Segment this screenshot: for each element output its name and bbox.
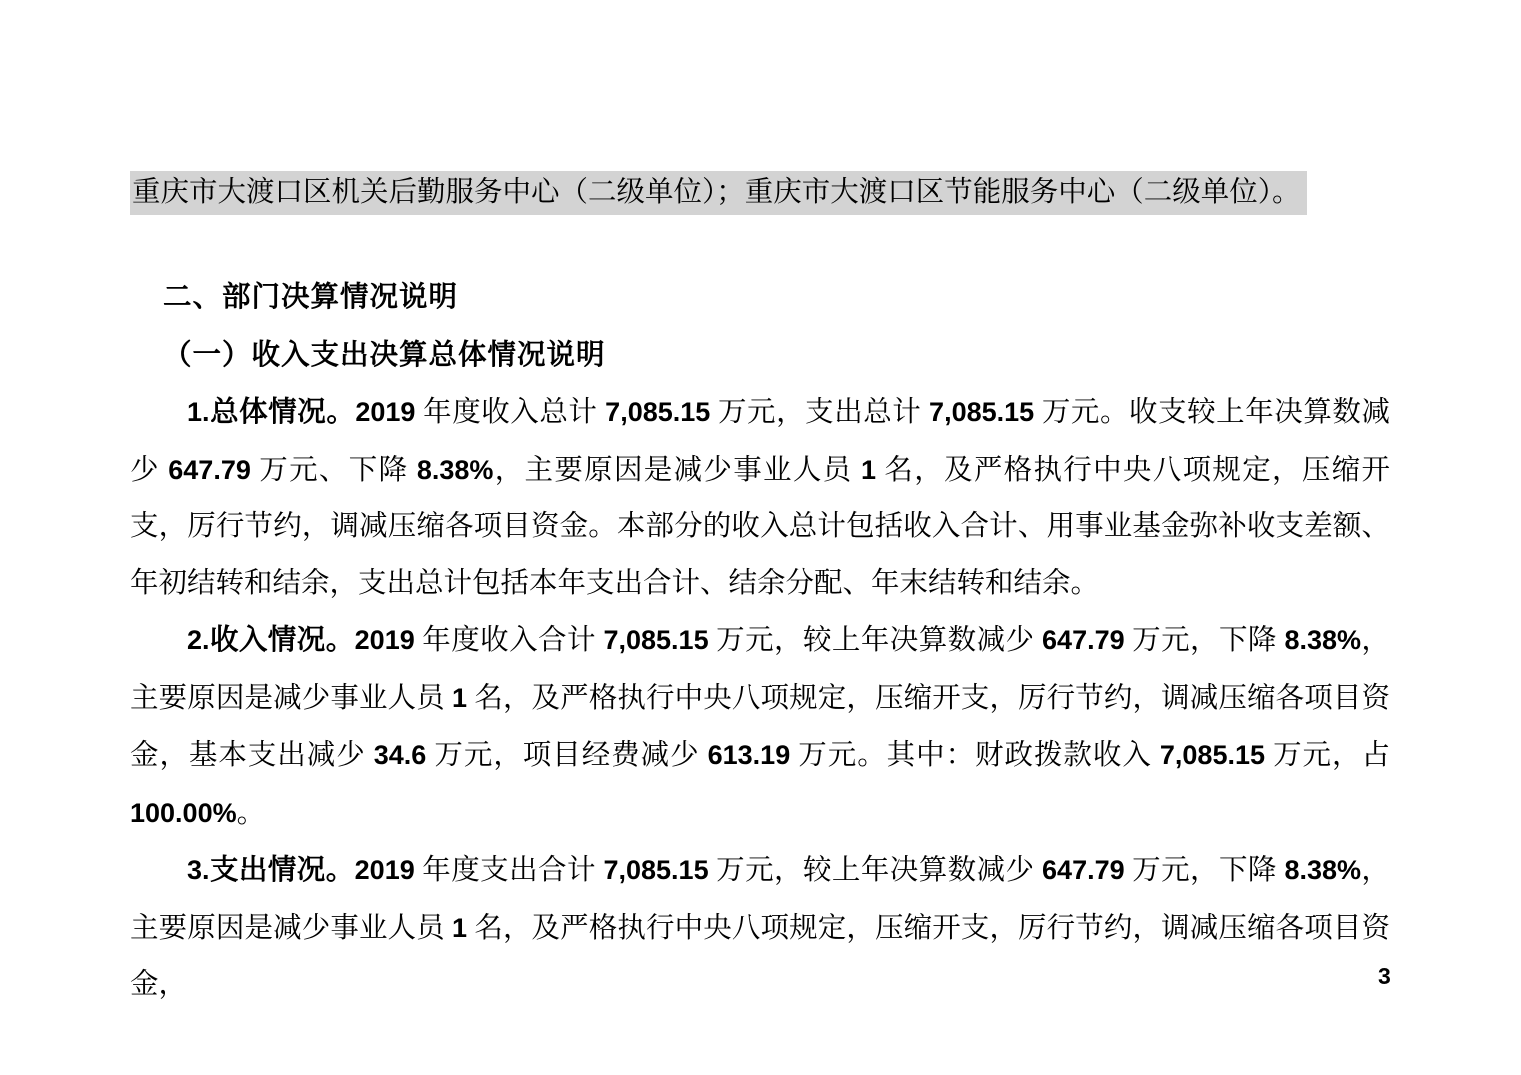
- numeric-value: 1: [452, 682, 468, 713]
- highlighted-text: 重庆市大渡口区机关后勤服务中心（二级单位）；重庆市大渡口区节能服务中心（二级单位）。: [130, 171, 1307, 215]
- numeric-value: 8.38%: [1284, 855, 1361, 885]
- paragraph: [130, 612, 1390, 842]
- numeric-value: 647.79: [168, 454, 251, 485]
- paragraph-lead: 1.总体情况。: [187, 397, 356, 428]
- numeric-value: 7,085.15: [605, 397, 711, 427]
- numeric-value: 8.38%: [416, 454, 494, 485]
- numeric-value: 8.38%: [1284, 625, 1361, 655]
- paragraphs-container: [130, 384, 1390, 1014]
- numeric-value: 100.00%: [130, 797, 237, 828]
- numeric-value: 7,085.15: [603, 855, 709, 885]
- paragraph-lead: 2.收入情况。: [187, 625, 355, 656]
- paragraph-text: 2019 年度收入总计 7,085.15 万元，支出总计 7,085.15 万元。收支较上年决算数减少 647.79 万元、下降 8.38%，主要原因是减少事业人员 1 名，及严格执行中央八项规定，压缩开支，厉行节约，调减压缩各项目资金。本部分的收入总计包括收入合计、用事业基金弥补收支差额、年初结转和结余，支出总计包括本年支出合计、结余分配、年末结转和结余。: [130, 397, 1390, 599]
- numeric-value: 7,085.15: [929, 397, 1035, 427]
- paragraph-lead: 3.支出情况。: [187, 855, 355, 886]
- numeric-value: 647.79: [1042, 625, 1125, 655]
- numeric-value: 1: [860, 454, 876, 485]
- paragraph: [130, 384, 1390, 612]
- numeric-value: 613.19: [707, 740, 791, 770]
- highlighted-line-row: [130, 171, 1390, 215]
- numeric-value: 2019: [354, 855, 415, 885]
- numeric-value: 2019: [355, 397, 416, 427]
- numeric-value: 34.6: [373, 740, 427, 770]
- numeric-value: 647.79: [1042, 855, 1125, 885]
- numeric-value: 2.: [187, 625, 210, 655]
- numeric-value: 1.: [187, 397, 210, 427]
- numeric-value: 2019: [354, 625, 415, 655]
- numeric-value: 7,085.15: [1159, 740, 1265, 770]
- paragraph-text: 2019 年度收入合计 7,085.15 万元，较上年决算数减少 647.79 万元，下降 8.38%，主要原因是减少事业人员 1 名，及严格执行中央八项规定，压缩开支，厉行节约，调减压缩各项目资金，基本支出减少 34.6 万元，项目经费减少 613.19 万元。其中：财政拨款收入 7,085.15 万元，占 100.00%。: [130, 625, 1390, 829]
- paragraph: [130, 842, 1390, 1014]
- paragraph-text: 2019 年度支出合计 7,085.15 万元，较上年决算数减少 647.79 万元，下降 8.38%，主要原因是减少事业人员 1 名，及严格执行中央八项规定，压缩开支，厉行节约，调减压缩各项目资金，: [130, 855, 1390, 1000]
- numeric-value: 1: [452, 912, 468, 943]
- subsection-heading: （一）收入支出决算总体情况说明: [163, 340, 606, 371]
- section-heading: 二、部门决算情况说明: [163, 282, 459, 313]
- page-number: 3: [1378, 963, 1391, 989]
- numeric-value: 3.: [187, 855, 210, 885]
- numeric-value: 7,085.15: [603, 625, 709, 655]
